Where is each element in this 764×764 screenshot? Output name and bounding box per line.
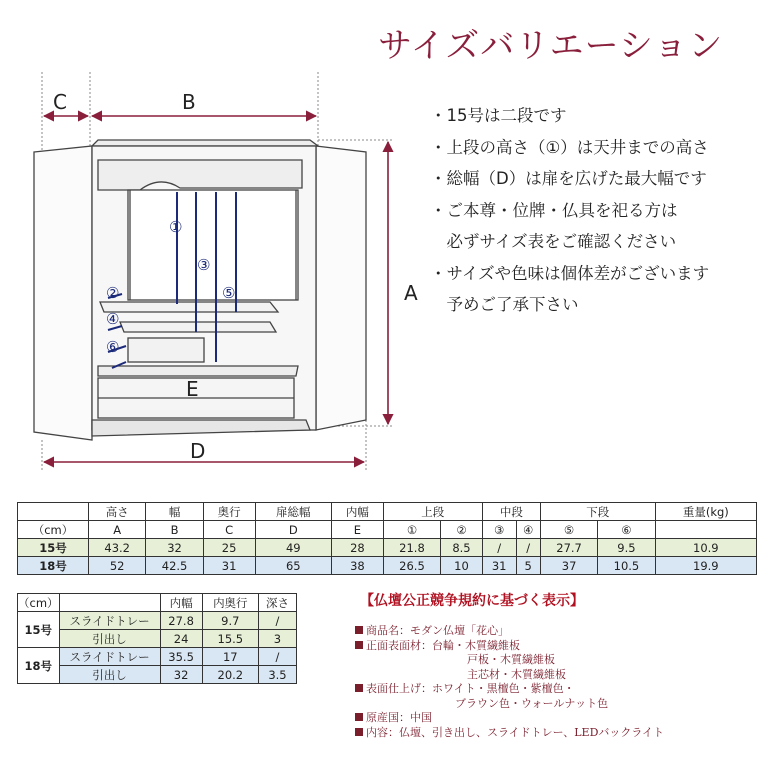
table-cell: 9.5 — [598, 539, 655, 557]
table-cell: 27.7 — [540, 539, 597, 557]
table-row — [18, 539, 757, 557]
row-label: 18号 — [18, 648, 60, 684]
table-cell: 10.9 — [655, 539, 756, 557]
table-cell: / — [516, 539, 540, 557]
table-cell: 37 — [540, 557, 597, 575]
table-row — [18, 557, 757, 575]
note-item: ・ご本尊・位牌・仏具を祀る方は — [430, 200, 678, 220]
table-header-cell: 中段 — [482, 503, 540, 521]
table-cell: 15.5 — [202, 630, 258, 648]
table-cell: 42.5 — [146, 557, 203, 575]
table-cell: 28 — [332, 539, 384, 557]
label-e: E — [186, 377, 199, 401]
table-row — [18, 666, 297, 684]
table-cell: スライドトレー — [59, 612, 160, 630]
size-table — [17, 502, 757, 575]
table-cell: 10.5 — [598, 557, 655, 575]
table-header-cell — [18, 503, 89, 521]
label-n2: ② — [106, 284, 120, 302]
table-cell: 3.5 — [258, 666, 296, 684]
table-cell: 31 — [482, 557, 516, 575]
tray-drawer-table — [17, 593, 297, 684]
legal-line: 商品名：モダン仏壇「花心」 — [355, 624, 755, 639]
table-header-cell: 深さ — [258, 594, 296, 612]
table-header-cell: 上段 — [383, 503, 482, 521]
table-subheader-cell: E — [332, 521, 384, 539]
table-cell: 引出し — [59, 630, 160, 648]
table-header-cell — [59, 594, 160, 612]
table-cell: 35.5 — [160, 648, 202, 666]
square-bullet-icon — [355, 626, 363, 634]
table-cell: スライドトレー — [59, 648, 160, 666]
legal-disclosure — [355, 590, 755, 740]
table-subheader-cell: B — [146, 521, 203, 539]
table-header-cell: 幅 — [146, 503, 203, 521]
table-cell: 25 — [203, 539, 255, 557]
table-cell: 24 — [160, 630, 202, 648]
table-subheader-cell: ② — [441, 521, 483, 539]
table-header-cell: 内幅 — [160, 594, 202, 612]
table-subheader-row — [18, 521, 757, 539]
table-header-cell: 奥行 — [203, 503, 255, 521]
table-header-cell: 重量(kg) — [655, 503, 756, 521]
table-cell: 49 — [255, 539, 332, 557]
label-b: B — [182, 90, 196, 114]
table-cell: 32 — [146, 539, 203, 557]
table-header-cell: 内奥行 — [202, 594, 258, 612]
table-cell: 引出し — [59, 666, 160, 684]
label-c: C — [53, 90, 67, 114]
table-cell: 52 — [89, 557, 146, 575]
table-cell: 10 — [441, 557, 483, 575]
table-cell: / — [482, 539, 516, 557]
table-cell: / — [258, 648, 296, 666]
table-row — [18, 648, 297, 666]
table-cell: / — [258, 612, 296, 630]
table-subheader-cell: D — [255, 521, 332, 539]
legal-line: ブラウン色・ウォールナット色 — [455, 696, 609, 710]
note-item: 必ずサイズ表をご確認ください — [430, 232, 677, 251]
legal-line: 戸板・木質繊維板 — [467, 653, 555, 666]
table-cell: 65 — [255, 557, 332, 575]
table-cell: 5 — [516, 557, 540, 575]
table-cell: 31 — [203, 557, 255, 575]
table-cell: 9.7 — [202, 612, 258, 630]
cabinet-outline — [34, 140, 366, 440]
table-row — [18, 612, 297, 630]
table-cell: 32 — [160, 666, 202, 684]
row-label: 18号 — [18, 557, 89, 575]
table-row — [18, 630, 297, 648]
table-subheader-cell — [655, 521, 756, 539]
table-subheader-cell: C — [203, 521, 255, 539]
table-header-cell: 内幅 — [332, 503, 384, 521]
table-cell: 21.8 — [383, 539, 440, 557]
table-cell: 3 — [258, 630, 296, 648]
table-header-cell: （cm） — [18, 595, 59, 610]
table-cell: 17 — [202, 648, 258, 666]
legal-line: 内容：仏壇、引き出し、スライドトレー、LEDバックライト — [355, 726, 755, 741]
note-item: ・総幅（D）は扉を広げた最大幅です — [430, 169, 707, 188]
table-header-cell: 扉総幅 — [255, 503, 332, 521]
note-item: 予めご了承下さい — [430, 295, 579, 314]
square-bullet-icon — [355, 684, 363, 692]
table-subheader-cell: ① — [383, 521, 440, 539]
table-cell: 27.8 — [160, 612, 202, 630]
legal-line: 原産国：中国 — [355, 711, 755, 726]
note-item: ・15号は二段です — [430, 106, 567, 125]
table-subheader-cell: ⑥ — [598, 521, 655, 539]
table-subheader-cell: ⑤ — [540, 521, 597, 539]
legal-line: 正面表面材：台輪・木質繊維板 — [355, 639, 755, 654]
label-n6: ⑥ — [106, 338, 120, 356]
row-label: 15号 — [18, 612, 60, 648]
table-subheader-cell: ④ — [516, 521, 540, 539]
legal-heading: 【仏壇公正競争規約に基づく表示】 — [360, 593, 584, 609]
table-cell: 20.2 — [202, 666, 258, 684]
notes-list — [430, 100, 760, 321]
table-header-row — [18, 503, 757, 521]
legal-line: 主芯材・木質繊維板 — [467, 667, 566, 681]
table-cell: 8.5 — [441, 539, 483, 557]
note-item: ・サイズや色味は個体差がございます — [430, 263, 710, 283]
table-cell: 19.9 — [655, 557, 756, 575]
label-n3: ③ — [197, 256, 211, 274]
page-title: サイズバリエーション — [378, 26, 724, 66]
label-n1: ① — [169, 218, 183, 236]
table-header-cell: 下段 — [540, 503, 655, 521]
table-subheader-cell: （cm） — [18, 521, 89, 539]
table-cell: 26.5 — [383, 557, 440, 575]
table-subheader-cell: A — [89, 521, 146, 539]
square-bullet-icon — [355, 641, 363, 649]
table-header-row — [18, 594, 297, 612]
table-header-cell: 高さ — [89, 503, 146, 521]
legal-line: 表面仕上げ：ホワイト・黒檀色・紫檀色・ — [355, 682, 755, 697]
table-subheader-cell: ③ — [482, 521, 516, 539]
note-item: ・上段の高さ（①）は天井までの高さ — [430, 137, 709, 157]
label-a: A — [404, 281, 418, 305]
label-n4: ④ — [106, 310, 120, 328]
table-cell: 43.2 — [89, 539, 146, 557]
square-bullet-icon — [355, 728, 363, 736]
label-n5: ⑤ — [222, 284, 236, 302]
row-label: 15号 — [18, 539, 89, 557]
square-bullet-icon — [355, 713, 363, 721]
label-d: D — [190, 439, 206, 463]
table-cell: 38 — [332, 557, 384, 575]
